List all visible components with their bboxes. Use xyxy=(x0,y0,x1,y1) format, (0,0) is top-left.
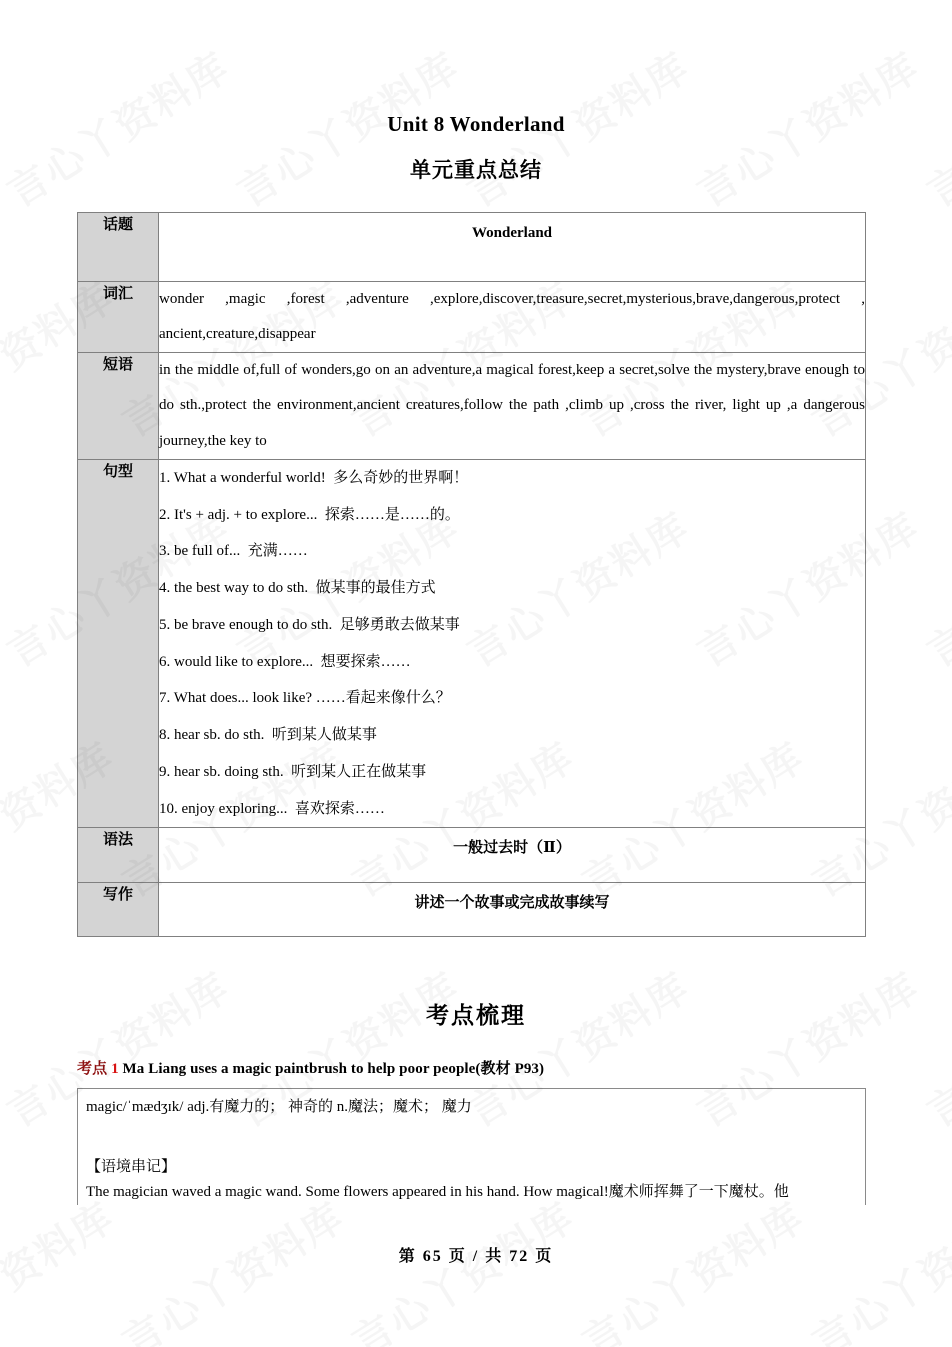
sentence-pattern-item: 1. What a wonderful world! 多么奇妙的世界啊！ xyxy=(159,469,469,486)
row-content-line: 一般过去时（Ⅱ） xyxy=(453,840,571,857)
sentence-pattern-item: 7. What does... look like? ……看起来像什么？ xyxy=(159,690,451,707)
row-content-0 xyxy=(159,213,866,282)
page-title: Unit 8 Wonderland xyxy=(387,112,565,136)
entry-context-text: The magician waved a magic wand. Some flowers appeared in his hand. How magical!魔术师挥舞了一下魔杖。他 xyxy=(86,1183,789,1200)
row-content-line: 讲述一个故事或完成故事续写 xyxy=(414,894,610,911)
row-content-1 xyxy=(159,281,866,353)
entry-spacer xyxy=(86,1122,857,1156)
sentence-pattern-item: 8. hear sb. do sth. 听到某人做某事 xyxy=(159,727,377,743)
sentence-pattern-item: 3. be full of... 充满…… xyxy=(159,543,308,560)
table-row xyxy=(78,828,866,883)
row-content-line: Wonderland xyxy=(471,225,553,241)
table-row xyxy=(78,882,866,937)
page-footer: 第 65 页 / 共 72 页 xyxy=(398,1248,554,1265)
sentence-pattern-item: 10. enjoy exploring... 喜欢探索…… xyxy=(159,800,385,817)
sentence-pattern-item: 9. hear sb. doing sth. 听到某人正在做某事 xyxy=(159,763,427,780)
table-row xyxy=(78,459,866,828)
row-content-line: in the middle of,full of wonders,go on an adventure,a magical forest,keep a secret,solve the mystery,brave enough to do sth.,protect the environment,ancient creatures,follow the path ,climb up ,cross the river, light up ,a dangerous journey,the key to xyxy=(159,362,865,449)
unit-summary-table xyxy=(77,212,866,937)
row-content-3 xyxy=(159,459,866,828)
row-content-line: wonder ,magic ,forest ,adventure ,explore,discover,treasure,secret,mysterious,brave,dangerous,protect , ancient,creature,disappear xyxy=(159,290,865,342)
review-point-number: 1 xyxy=(111,1061,119,1078)
row-label-2: 短语 xyxy=(78,353,159,460)
row-label-1: 词汇 xyxy=(78,281,159,353)
row-content-2 xyxy=(159,353,866,460)
table-row xyxy=(78,281,866,353)
row-label-3: 句型 xyxy=(78,459,159,828)
row-label-4: 语法 xyxy=(78,828,159,883)
review-point-heading xyxy=(77,1030,875,1088)
sentence-pattern-item: 4. the best way to do sth. 做某事的最佳方式 xyxy=(159,580,436,596)
row-content-4 xyxy=(159,828,866,883)
entry-context-label: 【语境串记】 xyxy=(86,1158,177,1175)
table-row xyxy=(78,353,866,460)
sentence-pattern-item: 5. be brave enough to do sth. 足够勇敢去做某事 xyxy=(159,616,460,633)
row-label-5: 写作 xyxy=(78,882,159,937)
page-subtitle: 单元重点总结 xyxy=(410,158,542,182)
sentence-pattern-item: 6. would like to explore... 想要探索…… xyxy=(159,653,411,670)
entry-definition: magic/ˈmædʒɪk/ adj.有魔力的； 神奇的 n.魔法；魔术； 魔力 xyxy=(86,1099,472,1116)
vocabulary-entry-box xyxy=(77,1088,866,1205)
table-row xyxy=(78,213,866,282)
review-section-title: 考点梳理 xyxy=(426,1003,526,1029)
row-label-0: 话题 xyxy=(78,213,159,282)
review-point-label: 考点 xyxy=(77,1061,108,1078)
sentence-pattern-item: 2. It's + adj. + to explore... 探索……是……的。 xyxy=(159,506,460,523)
row-content-5 xyxy=(159,882,866,937)
review-point-title: Ma Liang uses a magic paintbrush to help poor people(教材 P93) xyxy=(122,1061,545,1078)
